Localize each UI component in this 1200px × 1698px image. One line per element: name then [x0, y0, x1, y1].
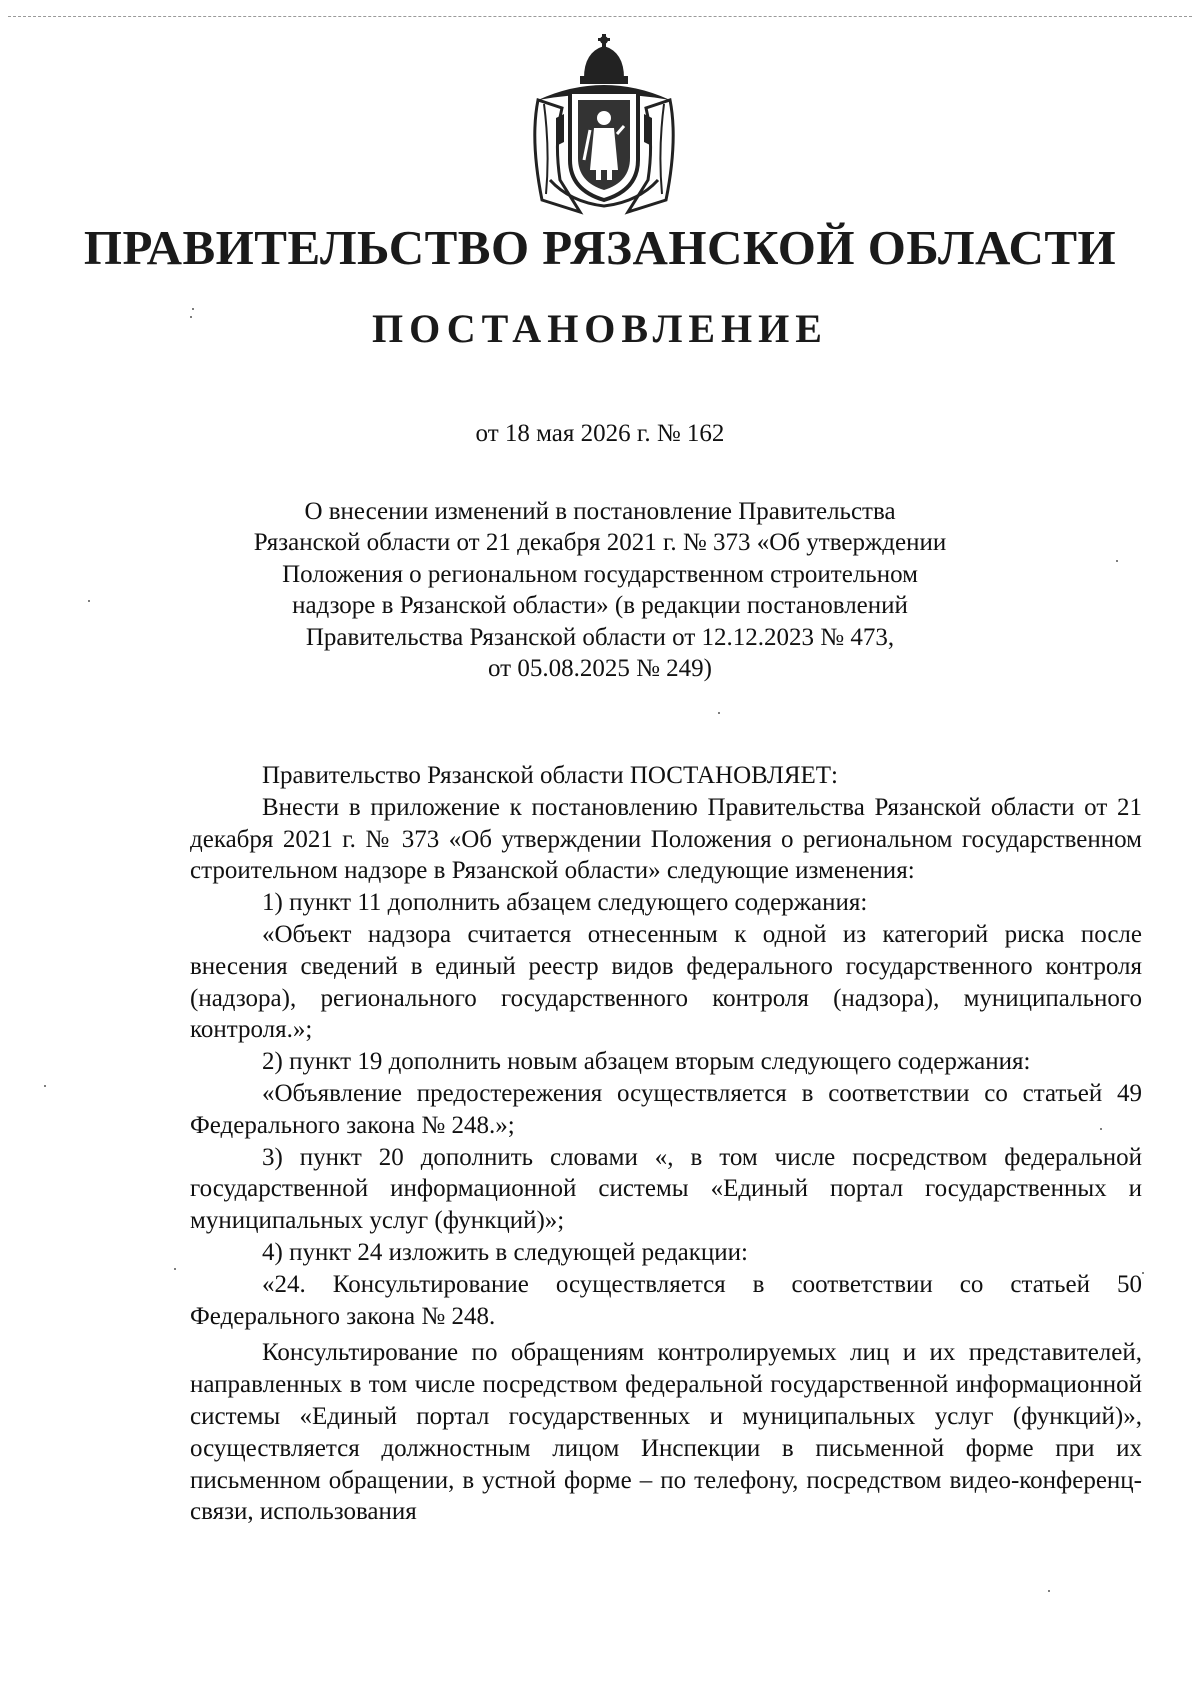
- scan-speck: [718, 712, 720, 714]
- subject-line: О внесении изменений в постановление Правительства: [304, 498, 896, 525]
- subject-line: надзоре в Рязанской области» (в редакции постановлений: [292, 592, 908, 620]
- subject-line: Правительства Рязанской области от 12.12.2023 № 473,: [305, 623, 895, 651]
- authority-title: ПРАВИТЕЛЬСТВО РЯЗАНСКОЙ ОБЛАСТИ: [83, 220, 1117, 275]
- body-paragraph: Правительство Рязанской области ПОСТАНОВЛЯЕТ:: [262, 762, 838, 789]
- scan-speck: [1116, 560, 1118, 562]
- document-body: [190, 760, 1142, 1528]
- body-paragraph: Консультирование по обращениям контролируемых лиц и их представителей, направленных в том числе посредством федеральной государственной информационной системы «Единый портал государственных и муниципальных услуг (функций)», осуществляется должностным лицом Инспекции в письменной форме при их письменном обращении, в устной форме – по телефону, посредством видео-конференц-связи, использования: [190, 1339, 1142, 1526]
- scan-speck: [1142, 1272, 1144, 1274]
- scan-speck: [44, 1085, 46, 1087]
- scan-speck: [1048, 1590, 1050, 1592]
- document-date-number: от 18 мая 2026 г. № 162: [475, 420, 725, 447]
- subject-line: Рязанской области от 21 декабря 2021 г. № 373 «Об утверждении: [253, 529, 947, 557]
- scan-speck: [174, 1268, 176, 1270]
- body-paragraph: «Объект надзора считается отнесенным к одной из категорий риска после внесения сведений в единый реестр видов федерального государственного контроля (надзора), регионального государственного контроля (надзора), муниципального контроля.»;: [190, 920, 1142, 1044]
- body-paragraph: 4) пункт 24 изложить в следующей редакции:: [262, 1238, 748, 1266]
- body-paragraph: «Объявление предостережения осуществляется в соответствии со статьей 49 Федерального закона № 248.»;: [190, 1079, 1142, 1139]
- scan-speck: [88, 600, 90, 602]
- body-paragraph: «24. Консультирование осуществляется в соответствии со статьей 50 Федерального закона № 248.: [190, 1270, 1142, 1330]
- scan-artifact-line: [8, 16, 1192, 17]
- body-paragraph: 1) пункт 11 дополнить абзацем следующего содержания:: [262, 889, 868, 917]
- subject-line: от 05.08.2025 № 249): [487, 655, 713, 683]
- subject-line: Положения о региональном государственном строительном: [282, 560, 918, 588]
- document-type-heading: ПОСТАНОВЛЕНИЕ: [372, 306, 828, 351]
- body-paragraph: Внести в приложение к постановлению Правительства Рязанской области от 21 декабря 2021 г. № 373 «Об утверждении Положения о региональном государственном строительном надзоре в Рязанской области» следующие изменения:: [190, 793, 1142, 885]
- body-paragraph: 2) пункт 19 дополнить новым абзацем вторым следующего содержания:: [262, 1048, 1031, 1076]
- body-paragraph: 3) пункт 20 дополнить словами «, в том числе посредством федеральной государственной информационной системы «Единый портал государственных и муниципальных услуг (функций)»;: [190, 1143, 1142, 1235]
- document-subject: [200, 496, 1000, 684]
- ryazan-coat-of-arms-icon: [520, 30, 688, 216]
